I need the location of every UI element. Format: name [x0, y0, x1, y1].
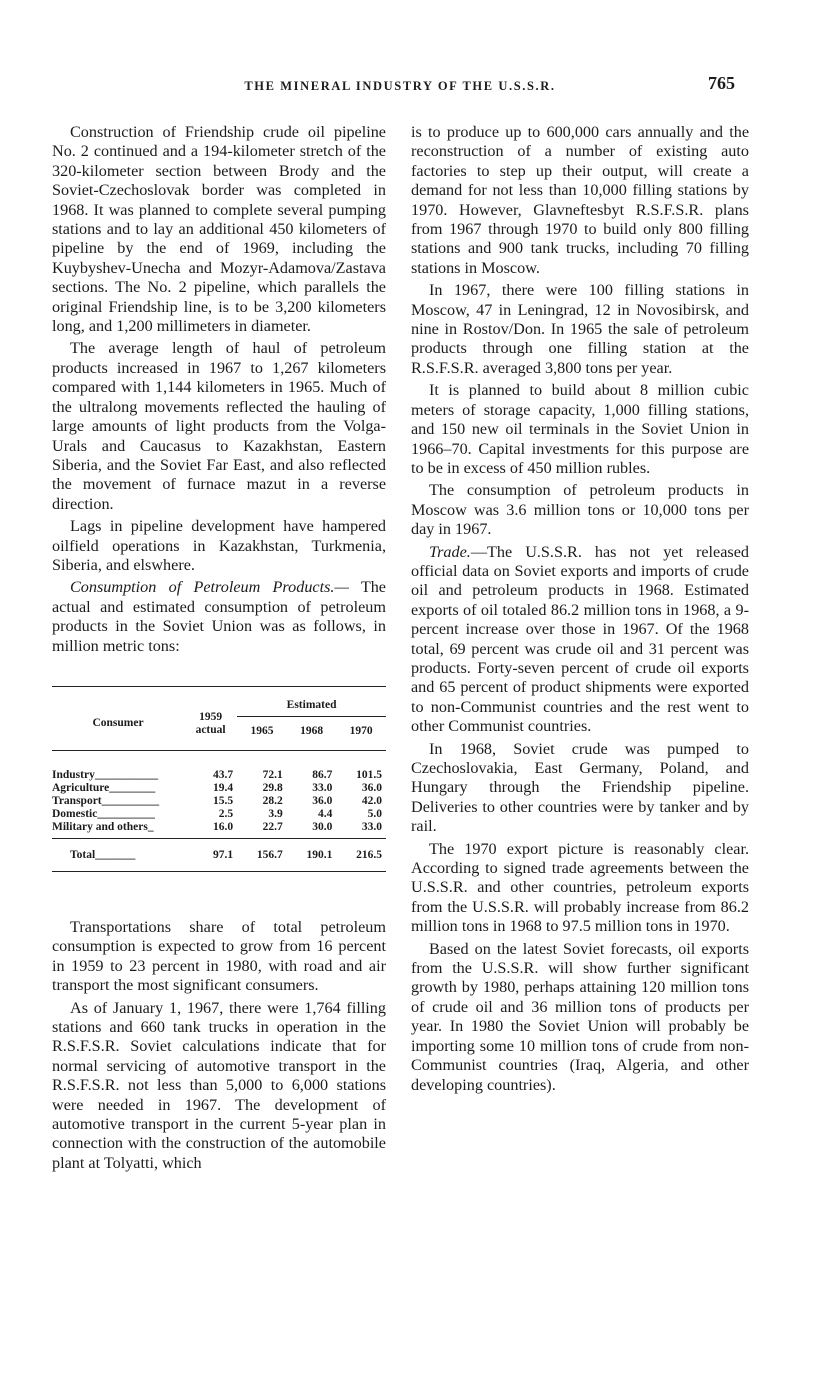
running-title: THE MINERAL INDUSTRY OF THE U.S.S.R. — [244, 79, 556, 93]
table-row — [52, 750, 386, 782]
paragraph: It is planned to build about 8 million cubic meters of storage capacity, 1,000 filling stations, and 150 new oil terminals in the Soviet Union in 1966–70. Capital investments for this purpose are to be in excess of 450 million rubles. — [411, 381, 749, 477]
cell-1959: 2.5 — [218, 807, 234, 820]
paragraph: is to produce up to 600,000 cars annually and the reconstruction of a number of existing auto factories to step up their output, will create a demand for not less than 10,000 filling stations by 1970. However, Glavneftesbyt R.S.F.S.R. plans from 1967 through 1970 to build only 800 filling stations and 900 tank trucks, including 70 filling stations in Moscow. — [411, 123, 749, 277]
cell-1970: 101.5 — [356, 768, 382, 781]
cell-1968: 30.0 — [312, 820, 333, 833]
col-header-1965: 1965 — [237, 716, 287, 750]
cell-1968: 33.0 — [312, 781, 333, 794]
right-column — [411, 123, 749, 1095]
col-header-1959: 1959 — [199, 710, 223, 723]
table-row — [52, 808, 386, 821]
row-label: Domestic__________ — [52, 807, 155, 820]
section-heading-trade: Trade. — [429, 542, 471, 561]
table-row — [52, 782, 386, 795]
cell-1970: 42.0 — [361, 794, 382, 807]
cell-1959: 19.4 — [213, 781, 234, 794]
paragraph-text: The actual and estimated consumption of petroleum products in the Soviet Union was as follows, in million metric tons: — [52, 578, 386, 655]
paragraph: The average length of haul of petroleum products increased in 1967 to 1,267 kilometers compared with 1,144 kilometers in 1965. Much of the ultralong movements reflected the hauling of large amounts of light products from the Volga-Urals and Caucasus to Kazakhstan, Eastern Siberia, and the Soviet Far East, and also reflected the movement of furnace mazut in a reverse direction. — [52, 339, 386, 513]
row-label: Transport__________ — [52, 794, 160, 807]
consumption-table-wrap — [52, 686, 386, 872]
table-row — [52, 795, 386, 808]
col-header-estimated: Estimated — [237, 686, 386, 716]
page-number: 765 — [708, 73, 735, 93]
cell-1970: 216.5 — [336, 838, 386, 871]
section-heading-consumption: Consumption of Petroleum Products.— — [70, 578, 349, 597]
table-row — [52, 821, 386, 839]
col-header-1970: 1970 — [336, 716, 386, 750]
table-total-row — [52, 838, 386, 871]
paragraph: Based on the latest Soviet forecasts, oil exports from the U.S.S.R. will show further significant growth by 1980, perhaps attaining 120 million tons of crude oil and 36 million tons of products per year. In 1980 the Soviet Union will probably be importing some 10 million tons of crude from non-Communist countries (Iraq, Algeria, and other developing countries). — [411, 939, 749, 1094]
cell-1968: 190.1 — [287, 838, 337, 871]
cell-1965: 22.7 — [262, 820, 283, 833]
paragraph: In 1967, there were 100 filling stations in Moscow, 47 in Leningrad, 12 in Novosibirsk, and nine in Rostov/Don. In 1965 the sale of petroleum products through one filling station at the R.S.F.S.R. averaged 3,800 tons per year. — [411, 281, 749, 377]
col-header-1968: 1968 — [287, 716, 337, 750]
running-head — [0, 73, 840, 100]
cell-1965: 29.8 — [262, 781, 283, 794]
row-label: Agriculture________ — [52, 781, 156, 794]
cell-1968: 86.7 — [312, 768, 333, 781]
cell-1965: 156.7 — [237, 838, 287, 871]
paragraph: The 1970 export picture is reasonably clear. According to signed trade agreements between the U.S.S.R. and other countries, petroleum exports from the U.S.S.R. will probably increase from 86.2 million tons in 1968 to 97.5 million tons in 1970. — [411, 839, 749, 936]
cell-1970: 5.0 — [367, 807, 382, 820]
cell-1959: 43.7 — [213, 768, 234, 781]
paragraph: In 1968, Soviet crude was pumped to Czechoslovakia, East Germany, Poland, and Hungary through the Friendship pipeline. Deliveries to other countries were by tanker and by rail. — [411, 739, 749, 836]
cell-1970: 33.0 — [361, 820, 382, 833]
cell-1965: 28.2 — [262, 794, 283, 807]
paragraph: The consumption of petroleum products in Moscow was 3.6 million tons or 10,000 tons per day in 1967. — [411, 481, 749, 539]
row-label: Industry___________ — [52, 768, 159, 781]
cell-1965: 3.9 — [268, 807, 283, 820]
left-column — [52, 123, 386, 1173]
paragraph: Transportations share of total petroleum consumption is expected to grow from 16 percent in 1959 to 23 percent in 1980, with road and air transport the most significant consumers. — [52, 917, 386, 995]
paragraph-text: —The U.S.S.R. has not yet released official data on Soviet exports and imports of crude oil and petroleum products in 1968. Estimated exports of oil totaled 86.2 million tons in 1968, a 9-percent increase over those in 1967. Of the 1968 total, 69 percent was crude oil and 31 percent was products. Forty-seven percent of crude oil exports and 65 percent of product shipments were exported to non-Communist countries and the rest went to other Communist countries. — [411, 542, 749, 736]
paragraph — [52, 578, 386, 656]
row-label: Military and others_ — [52, 820, 154, 833]
paragraph: As of January 1, 1967, there were 1,764 filling stations and 660 tank trucks in operation in the R.S.F.S.R. Soviet calculations indicate that for normal servicing of automotive transport in the R.S.F.S.R. not less than 5,000 to 6,000 stations were needed in 1967. The development of automotive transport in the current 5-year plan in connection with the construction of the automobile plant at Tolyatti, which — [52, 998, 386, 1172]
col-header-consumer: Consumer — [52, 686, 184, 750]
cell-1959: 16.0 — [213, 820, 234, 833]
cell-1968: 36.0 — [312, 794, 333, 807]
paragraph: Lags in pipeline development have hampered oilfield operations in Kazakhstan, Turkmenia, Siberia, and elswhere. — [52, 517, 386, 574]
col-header-1959-actual — [184, 686, 237, 750]
paragraph: Construction of Friendship crude oil pipeline No. 2 continued and a 194-kilometer stretch of the 320-kilometer section between Brody and the Soviet-Czechoslovak border was completed in 1968. It was planned to complete several pumping stations and to lay an additional 450 kilometers of pipeline by the end of 1969, including the Kuybyshev-Unecha and Mozyr-Adamova/Zastava sections. The No. 2 pipeline, which parallels the original Friendship line, is to be 3,200 kilometers long, and 1,200 millimeters in diameter. — [52, 123, 386, 336]
row-label-total: Total_______ — [52, 838, 184, 871]
cell-1970: 36.0 — [361, 781, 382, 794]
cell-1959: 97.1 — [184, 838, 237, 871]
cell-1968: 4.4 — [317, 807, 333, 820]
paragraph — [411, 543, 749, 737]
col-header-actual: actual — [195, 723, 226, 736]
cell-1965: 72.1 — [262, 768, 283, 781]
cell-1959: 15.5 — [213, 794, 234, 807]
consumption-table — [52, 686, 386, 872]
